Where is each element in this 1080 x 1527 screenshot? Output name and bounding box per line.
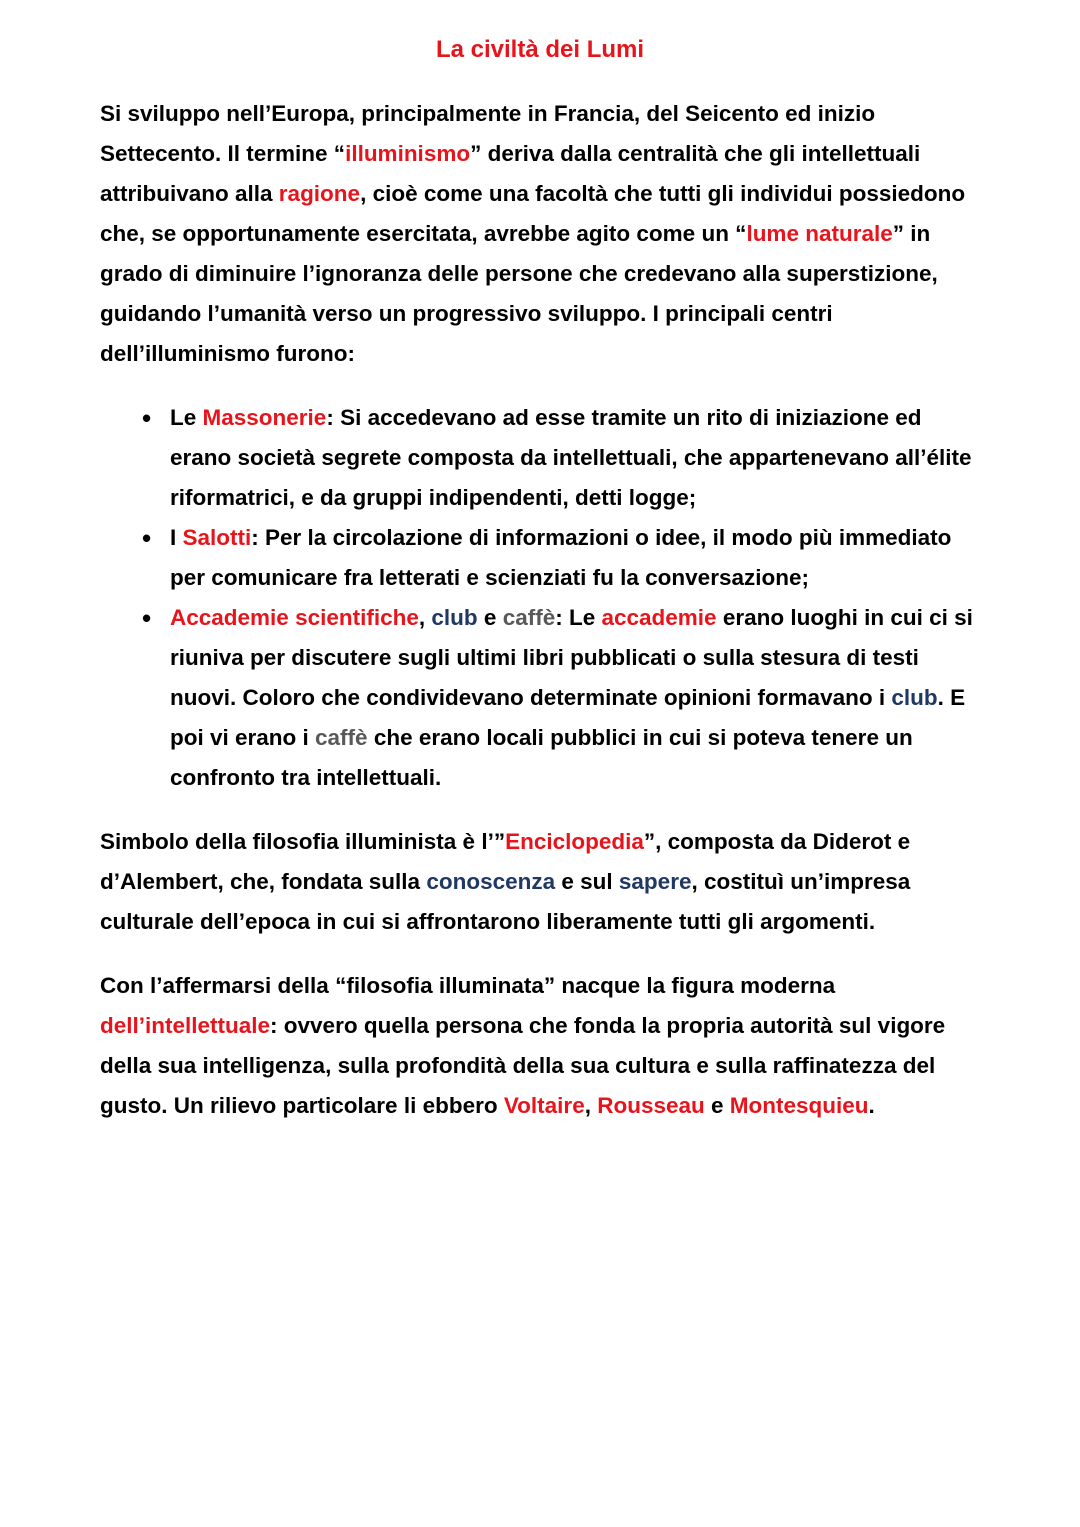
- highlight-red: illuminismo: [345, 141, 471, 166]
- bullet-item-accademie: [142, 598, 980, 798]
- highlight-red: dell’intellettuale: [100, 1013, 271, 1038]
- text-run: : Per la circolazione di informazioni o idee, il modo più immediato per comunicare fra letterati e scienziati fu la conversazione;: [170, 525, 952, 590]
- text-run: ”, composta da Diderot e d’Alembert, che, fondata sulla: [100, 829, 911, 894]
- text-run: ,: [584, 1093, 598, 1118]
- text-run: : ovvero quella persona che fonda la propria autorità sul vigore della sua intelligenza, sulla profondità della sua cultura e sulla raffinatezza del gusto. Un rilievo particolare li ebbero: [100, 1013, 946, 1118]
- highlight-blue: sapere: [618, 869, 692, 894]
- highlight-red: Enciclopedia: [505, 829, 644, 854]
- text-run: erano luoghi in cui ci si riuniva per discutere sugli ultimi libri pubblicati o sulla stesura di testi nuovi. Coloro che condividevano determinate opinioni formavano i: [170, 605, 973, 710]
- text-run: . E poi vi erano i: [170, 685, 966, 750]
- highlight-red: Salotti: [182, 525, 252, 550]
- highlight-red: Montesquieu: [729, 1093, 869, 1118]
- text-run: che erano locali pubblici in cui si poteva tenere un confronto tra intellettuali.: [170, 725, 913, 790]
- bullet-list: [100, 398, 980, 798]
- text-run: e: [704, 1093, 730, 1118]
- highlight-red: Accademie scientifiche: [170, 605, 419, 630]
- highlight-blue: club: [431, 605, 478, 630]
- text-run: Si sviluppo nell’Europa, principalmente in Francia, del Seicento ed inizio Settecento. Il termine “: [100, 101, 876, 166]
- highlight-gray: caffè: [502, 605, 556, 630]
- highlight-red: Massonerie: [202, 405, 327, 430]
- highlight-red: lume naturale: [746, 221, 893, 246]
- text-run: ” in grado di diminuire l’ignoranza delle persone che credevano alla superstizione, guidando l’umanità verso un progressivo sviluppo. I principali centri dell’illuminismo furono:: [100, 221, 938, 366]
- text-run: ” deriva dalla centralità che gli intellettuali attribuivano alla: [100, 141, 921, 206]
- highlight-red: Rousseau: [597, 1093, 705, 1118]
- highlight-blue: club: [891, 685, 938, 710]
- paragraph-intro: [100, 94, 980, 374]
- text-run: : Si accedevano ad esse tramite un rito di iniziazione ed erano società segrete composta da intellettuali, che appartenevano all’élite riformatrici, e da gruppi indipendenti, detti logge;: [170, 405, 972, 510]
- text-run: , costituì un’impresa culturale dell’epoca in cui si affrontarono liberamente tutti gli argomenti.: [100, 869, 911, 934]
- text-run: I: [170, 525, 183, 550]
- highlight-red: accademie: [601, 605, 717, 630]
- highlight-gray: caffè: [315, 725, 368, 750]
- bullet-item-massonerie: [142, 398, 980, 518]
- text-run: Le: [170, 405, 203, 430]
- text-run: ,: [418, 605, 432, 630]
- text-run: e sul: [555, 869, 619, 894]
- document-title: La civiltà dei Lumi: [435, 36, 645, 63]
- paragraph-encyclopedia: [100, 822, 980, 942]
- highlight-red: ragione: [278, 181, 361, 206]
- text-run: Simbolo della filosofia illuminista è l’”: [100, 829, 506, 854]
- text-run: Con l’affermarsi della “filosofia illuminata” nacque la figura moderna: [100, 973, 836, 998]
- paragraph-intellectual: [100, 966, 980, 1126]
- text-run: : Le: [555, 605, 602, 630]
- text-run: , cioè come una facoltà che tutti gli individui possiedono che, se opportunamente esercitata, avrebbe agito come un “: [100, 181, 966, 246]
- text-run: e: [477, 605, 503, 630]
- highlight-red: Voltaire: [503, 1093, 585, 1118]
- text-run: .: [868, 1093, 875, 1118]
- bullet-item-salotti: [142, 518, 980, 598]
- highlight-blue: conoscenza: [426, 869, 556, 894]
